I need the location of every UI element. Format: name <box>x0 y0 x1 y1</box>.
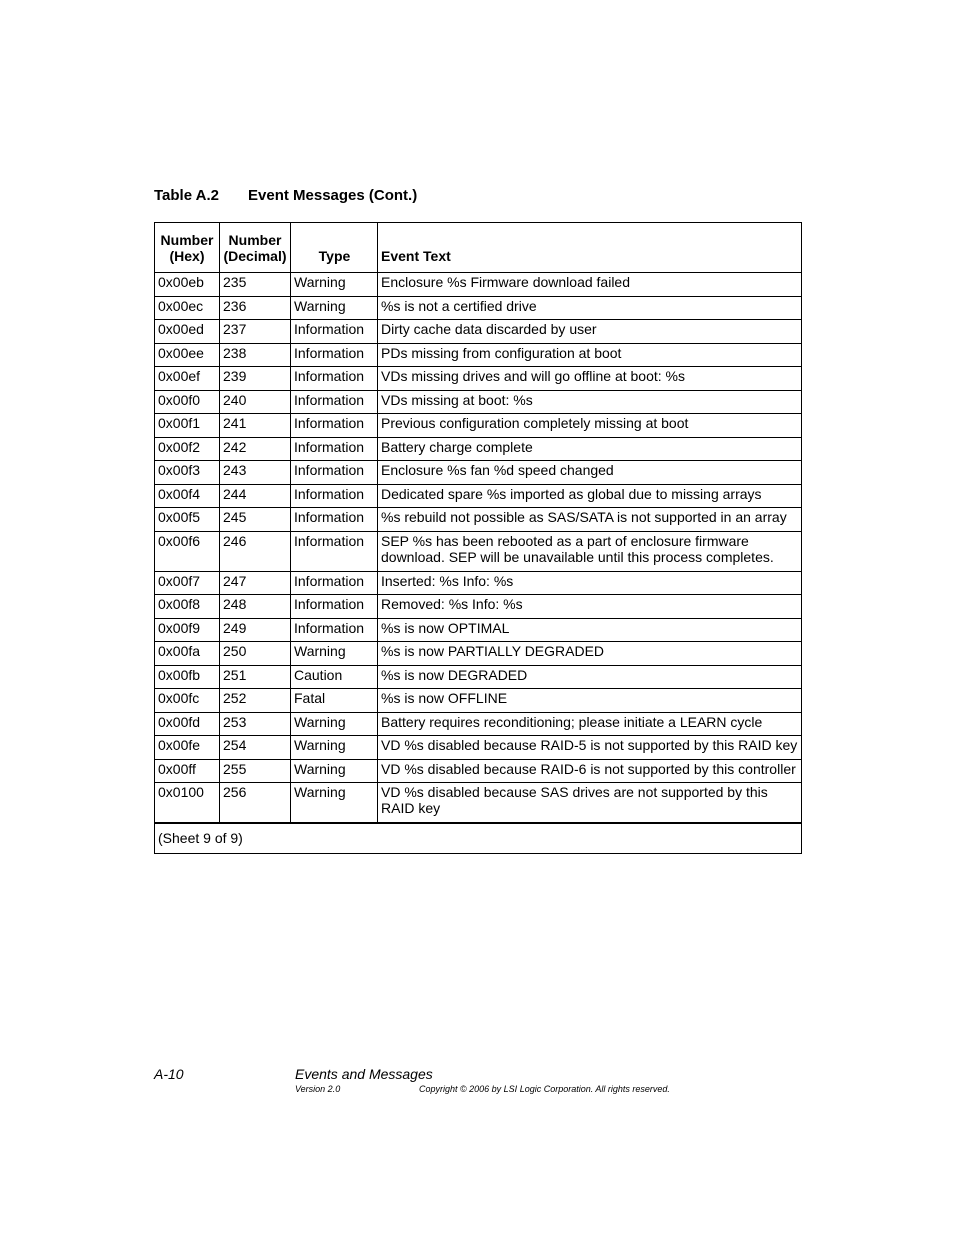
cell-event-text: VDs missing at boot: %s <box>378 390 802 414</box>
cell-type: Information <box>291 595 378 619</box>
table-row <box>155 508 802 532</box>
cell-number-hex: 0x00fa <box>155 642 220 666</box>
cell-number-decimal: 247 <box>220 571 291 595</box>
cell-number-hex: 0x00f2 <box>155 437 220 461</box>
cell-type: Information <box>291 343 378 367</box>
table-row <box>155 343 802 367</box>
cell-type: Information <box>291 437 378 461</box>
cell-event-text: Dirty cache data discarded by user <box>378 320 802 344</box>
table-row <box>155 618 802 642</box>
cell-type: Information <box>291 531 378 571</box>
cell-number-decimal: 256 <box>220 783 291 824</box>
cell-number-decimal: 245 <box>220 508 291 532</box>
cell-event-text: PDs missing from configuration at boot <box>378 343 802 367</box>
cell-event-text: %s rebuild not possible as SAS/SATA is not supported in an array <box>378 508 802 532</box>
cell-number-decimal: 236 <box>220 296 291 320</box>
cell-number-hex: 0x00ef <box>155 367 220 391</box>
cell-type: Caution <box>291 665 378 689</box>
cell-number-decimal: 238 <box>220 343 291 367</box>
table-row <box>155 320 802 344</box>
cell-type: Information <box>291 508 378 532</box>
table-number: Table A.2 <box>154 187 220 204</box>
table-row <box>155 783 802 824</box>
table-row <box>155 461 802 485</box>
table-row <box>155 414 802 438</box>
cell-event-text: Inserted: %s Info: %s <box>378 571 802 595</box>
cell-number-hex: 0x00f3 <box>155 461 220 485</box>
cell-event-text: Removed: %s Info: %s <box>378 595 802 619</box>
cell-type: Information <box>291 618 378 642</box>
cell-event-text: Battery charge complete <box>378 437 802 461</box>
cell-number-decimal: 237 <box>220 320 291 344</box>
cell-event-text: Battery requires reconditioning; please initiate a LEARN cycle <box>378 712 802 736</box>
cell-number-hex: 0x0100 <box>155 783 220 824</box>
cell-number-hex: 0x00f1 <box>155 414 220 438</box>
cell-number-hex: 0x00ff <box>155 759 220 783</box>
footer-version: Version 2.0 <box>295 1084 341 1094</box>
cell-event-text: %s is now OFFLINE <box>378 689 802 713</box>
cell-event-text: Enclosure %s fan %d speed changed <box>378 461 802 485</box>
page-number: A-10 <box>154 1066 184 1082</box>
cell-type: Fatal <box>291 689 378 713</box>
table-title: Event Messages (Cont.) <box>248 187 418 204</box>
cell-event-text: Dedicated spare %s imported as global due to missing arrays <box>378 484 802 508</box>
table-row <box>155 759 802 783</box>
cell-event-text: Previous configuration completely missing at boot <box>378 414 802 438</box>
cell-event-text: %s is now OPTIMAL <box>378 618 802 642</box>
header-number-decimal: Number (Decimal) <box>220 223 291 273</box>
cell-event-text: VD %s disabled because RAID-6 is not supported by this controller <box>378 759 802 783</box>
table-row <box>155 531 802 571</box>
cell-number-decimal: 239 <box>220 367 291 391</box>
cell-type: Information <box>291 390 378 414</box>
cell-type: Information <box>291 484 378 508</box>
footer-chapter-title: Events and Messages <box>295 1066 433 1082</box>
cell-number-decimal: 240 <box>220 390 291 414</box>
header-number-hex: Number (Hex) <box>155 223 220 273</box>
cell-type: Information <box>291 571 378 595</box>
header-type: Type <box>291 223 378 273</box>
cell-event-text: Enclosure %s Firmware download failed <box>378 273 802 297</box>
cell-event-text: VD %s disabled because SAS drives are not supported by this RAID key <box>378 783 802 824</box>
cell-number-hex: 0x00f5 <box>155 508 220 532</box>
table-row <box>155 273 802 297</box>
table-row <box>155 437 802 461</box>
cell-event-text: VD %s disabled because RAID-5 is not supported by this RAID key <box>378 736 802 760</box>
cell-number-hex: 0x00f4 <box>155 484 220 508</box>
cell-event-text: %s is now PARTIALLY DEGRADED <box>378 642 802 666</box>
cell-number-decimal: 241 <box>220 414 291 438</box>
cell-number-decimal: 254 <box>220 736 291 760</box>
footer-copyright: Copyright © 2006 by LSI Logic Corporation. All rights reserved. <box>419 1084 670 1094</box>
cell-number-decimal: 235 <box>220 273 291 297</box>
table-row <box>155 595 802 619</box>
table-row <box>155 689 802 713</box>
cell-number-hex: 0x00fe <box>155 736 220 760</box>
table-body <box>155 273 802 824</box>
table-row <box>155 390 802 414</box>
table-row <box>155 367 802 391</box>
sheet-row <box>155 823 802 854</box>
cell-type: Warning <box>291 736 378 760</box>
sheet-note: (Sheet 9 of 9) <box>155 823 802 854</box>
cell-number-hex: 0x00ee <box>155 343 220 367</box>
header-event-text: Event Text <box>378 223 802 273</box>
table-row <box>155 642 802 666</box>
cell-event-text: SEP %s has been rebooted as a part of enclosure firmware download. SEP will be unavailable until this process completes. <box>378 531 802 571</box>
cell-number-decimal: 242 <box>220 437 291 461</box>
cell-number-decimal: 253 <box>220 712 291 736</box>
table-row <box>155 484 802 508</box>
table-row <box>155 736 802 760</box>
cell-type: Warning <box>291 712 378 736</box>
cell-number-hex: 0x00f7 <box>155 571 220 595</box>
cell-number-decimal: 255 <box>220 759 291 783</box>
cell-number-hex: 0x00ed <box>155 320 220 344</box>
table-header-row <box>155 223 802 273</box>
cell-event-text: VDs missing drives and will go offline at boot: %s <box>378 367 802 391</box>
cell-type: Warning <box>291 783 378 824</box>
cell-number-decimal: 249 <box>220 618 291 642</box>
cell-event-text: %s is not a certified drive <box>378 296 802 320</box>
table-row <box>155 712 802 736</box>
cell-number-decimal: 248 <box>220 595 291 619</box>
cell-type: Warning <box>291 759 378 783</box>
table-caption <box>154 187 417 204</box>
cell-type: Information <box>291 414 378 438</box>
cell-number-decimal: 246 <box>220 531 291 571</box>
cell-event-text: %s is now DEGRADED <box>378 665 802 689</box>
cell-type: Warning <box>291 273 378 297</box>
cell-number-hex: 0x00f9 <box>155 618 220 642</box>
cell-number-hex: 0x00eb <box>155 273 220 297</box>
cell-type: Warning <box>291 296 378 320</box>
cell-number-hex: 0x00fc <box>155 689 220 713</box>
table-row <box>155 296 802 320</box>
cell-number-hex: 0x00f8 <box>155 595 220 619</box>
cell-type: Information <box>291 461 378 485</box>
cell-number-decimal: 251 <box>220 665 291 689</box>
cell-type: Information <box>291 367 378 391</box>
cell-number-hex: 0x00f0 <box>155 390 220 414</box>
cell-number-decimal: 244 <box>220 484 291 508</box>
cell-number-hex: 0x00fb <box>155 665 220 689</box>
table-row <box>155 571 802 595</box>
cell-number-hex: 0x00fd <box>155 712 220 736</box>
cell-number-hex: 0x00ec <box>155 296 220 320</box>
cell-number-hex: 0x00f6 <box>155 531 220 571</box>
cell-number-decimal: 243 <box>220 461 291 485</box>
cell-number-decimal: 250 <box>220 642 291 666</box>
table-row <box>155 665 802 689</box>
event-messages-table <box>154 222 802 854</box>
cell-number-decimal: 252 <box>220 689 291 713</box>
cell-type: Information <box>291 320 378 344</box>
cell-type: Warning <box>291 642 378 666</box>
